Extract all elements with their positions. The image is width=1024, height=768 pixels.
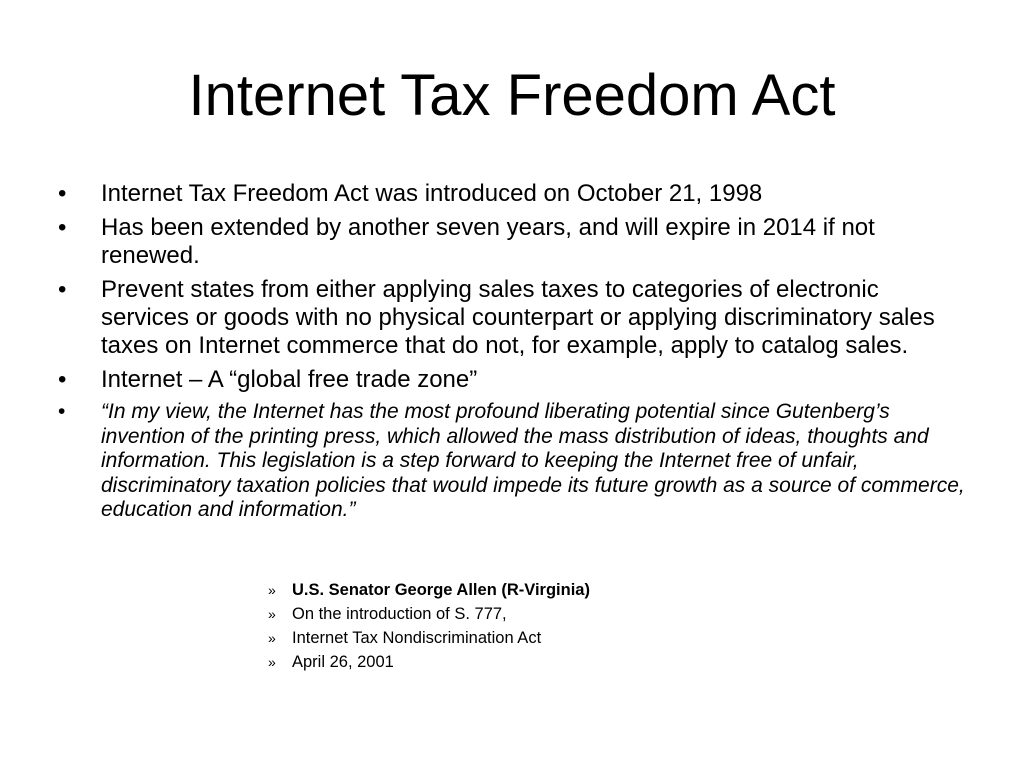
sub-bullet-marker: » (268, 630, 276, 646)
bullet-marker: • (58, 400, 66, 423)
slide-title: Internet Tax Freedom Act (188, 63, 836, 128)
attribution-item (268, 578, 590, 602)
bullet-item (56, 214, 968, 270)
bullet-item (56, 366, 968, 394)
bullet-item (56, 180, 968, 208)
sub-bullet-marker: » (268, 654, 276, 670)
sub-bullet-marker: » (268, 582, 276, 598)
attribution-act: Internet Tax Nondiscrimination Act (292, 629, 542, 647)
attribution-author: U.S. Senator George Allen (R-Virginia) (292, 581, 590, 599)
bullet-marker: • (58, 180, 67, 207)
attribution-list (268, 578, 590, 674)
attribution-item (268, 626, 590, 650)
bullet-text: Internet – A “global free trade zone” (101, 366, 478, 393)
bullet-marker: • (58, 366, 67, 393)
bullet-text: Internet Tax Freedom Act was introduced on October 21, 1998 (101, 180, 763, 207)
attribution-date: April 26, 2001 (292, 653, 394, 671)
bullet-text: Prevent states from either applying sales taxes to categories of electronic services or goods with no physical counterpart or applying discriminatory sales taxes on Internet commerce that do not, for example, apply to catalog sales. (101, 276, 935, 359)
bullet-marker: • (58, 214, 67, 241)
attribution-item (268, 650, 590, 674)
attribution-item (268, 602, 590, 626)
bullet-list (56, 180, 968, 529)
bullet-text: Has been extended by another seven years, and will expire in 2014 if not renewed. (101, 214, 875, 269)
attribution-context: On the introduction of S. 777, (292, 605, 507, 623)
bullet-item (56, 276, 968, 360)
sub-bullet-marker: » (268, 606, 276, 622)
bullet-marker: • (58, 276, 67, 303)
quote-text: “In my view, the Internet has the most profound liberating potential since Gutenberg’s invention of the printing press, which allowed the mass distribution of ideas, thoughts and information. This legislation is a step forward to keeping the Internet free of unfair, discriminatory taxation policies that would impede its future growth as a source of commerce, education and information.” (101, 400, 965, 521)
quote-bullet (56, 400, 968, 523)
